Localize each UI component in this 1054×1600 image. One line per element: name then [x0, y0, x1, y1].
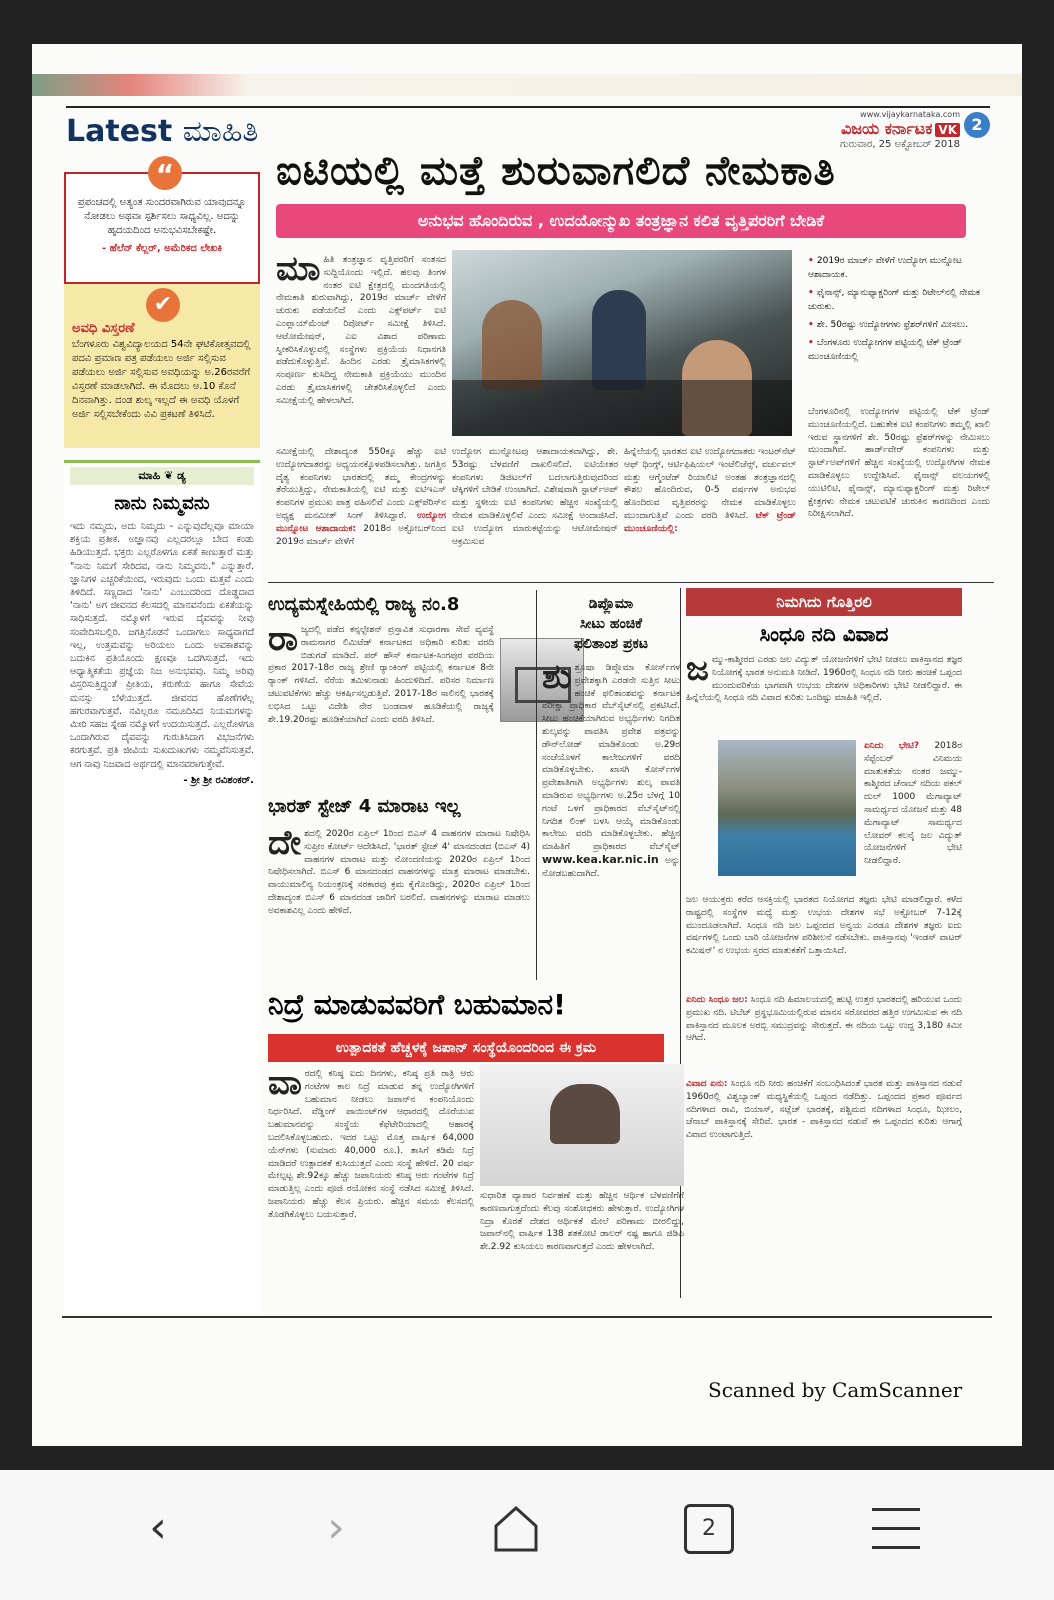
home-icon [490, 1502, 542, 1554]
column-body: ಇದು ನಮ್ಮದು, ಅದು ನಿಮ್ಮದು - ಎನ್ನುವುದೆಲ್ಲವೂ ಮಾಯಾ ಶಕ್ತಿಯ ಪ್ರತೀಕ. ಅಜ್ಞಾನವು ಎಲ್ಲದರಲ್ಲೂ ಬೇದ ಕಂಡು ಹಿಡಿಯುತ್ತದೆ. ಭಕ್ತರು ಎಲ್ಲರೊಳಗೂ ಏಕತೆ ಕಾಣುತ್ತಾರೆ ಮತ್ತು "ನಾನು ನಿಮಗೆ ಸೇರಿದವ, ನಾನು ನಿಮ್ಮವನು." ಎನ್ನುತ್ತಾರೆ. ಜ್ಞಾನಿಗಳ ಎಚ್ಚರಿಕೆಯಿಂದ, ಇರುವುದು ಒಂದು ಮತ್ತವೆ ಎಂದು ತಿಳಿದಿದೆ. ಸಣ್ಣದಾದ 'ನಾನು' ಎಂಬುದರಿಂದ ದೊಡ್ಡದಾದ 'ನಾನು' ಅಗ ಜೀವನದ ಕೆಲಸದಲ್ಲಿ ಮಾನವನೆಂದು ಏಕತೆಯನ್ನು ಸಾಧಿಸುತ್ತದೆ. ನಮ್ಮೊಳಗೆ ಇರುವ ದೈವವನ್ನು ನೀವು ಸಂವೇದಿಸಬಲ್ಲಿರಿ. ಜಗತ್ತಿನೊಡನೆ ಒಂದಾಗಲು ಸಾಧ್ಯವಾಗದೆ ಇಲ್ಲ, ಉತ್ತಮವನ್ನು ಅರಿಯಲು ಒಂದು ಅವಕಾಶವನ್ನು ಬದುಕಿನ ಪ್ರತಿಯೊಂದು ಕ್ಷಣವೂ ಒದಗಿಸುತ್ತದೆ. ಇದು ಆಧ್ಯಾತ್ಮಿಕತೆಯ ಪ್ರಜ್ಞೆಯ ನಿಜ ಅನುಭವವು. ನಿಮ್ಮ ಅರಿವು ವಿಸ್ತರಿಸುತ್ತಿದ್ದಂತೆ ಪ್ರೀತಿಯ, ಕರುಣೆಯ ಹಾಗೂ ಸೇವೆಯ ಮನಸ್ಸು ಬೆಳೆಯುತ್ತದೆ. ಜೀವನದ ಹೊಣೆಗಳೆಲ್ಲ ಹಗುರವಾಗುತ್ತವೆ. ನವಿಲ್ಲರೂ ನಮೂದಿಸಿದ ನಿಯಮಗಳನ್ನು ಮೀರಿ ಸಹಜ ಸ್ನೇಹ ನಮ್ಮೊಳಗೆ ಉದಯಿಸುತ್ತದೆ. ಎಲ್ಲರೊಳಗೂ ಒಂದಾಗಿರುವ ದೈವವನ್ನು ಗುರುತಿಸಿದಾಗ ವಿಭಜನೆಗಳು ಕರಗುತ್ತವೆ. ಪ್ರತಿ ಜೀವಿಯ ಸುಖದುಃಖಗಳು ನಮ್ಮವೆನಿಸುತ್ತವೆ. ಆಗ ನಾವು ನಿಜವಾದ ಅರ್ಥದಲ್ಲಿ ಮಾನವರಾಗುತ್ತೇವೆ. [70, 521, 254, 770]
sleep-subhead: ಉತ್ಪಾದಕತೆ ಹೆಚ್ಚಳಕ್ಕೆ ಜಪಾನ್ ಸಂಸ್ಥೆಯೊಂದರಿಂದ ಈ ಕ್ರಮ [268, 1034, 664, 1062]
main-drop-cap: ಮಾ [276, 254, 321, 289]
checkmark-icon: ✔ [146, 288, 180, 322]
menu-icon[interactable] [872, 1508, 920, 1552]
main-col-3: ಹಿನ್ನೆಲೆಯಲ್ಲಿ ಭಾರತದ ಐಟಿ ಉದ್ಯೋಗದಾತರು ಇಂಟರ್‌ನೆಟ್ ಆಫ್ ಥಿಂಗ್ಸ್, ಆರ್ಟಿಫಿಷಿಯಲ್ ಇಂಟೆಲಿಜೆನ್ಸ್, ವರ್ಚುವಲ್ ಮತ್ತು ಆಗ್ಮೆಂಟೆಡ್ ರಿಯಾಲಿಟಿ ಅಂತಹ ತಂತ್ರಜ್ಞಾನದಲ್ಲಿ ಕೌಶಲ ಹೊಂದಿರುವ, 0-5 ವರ್ಷಗಳ ಅನುಭವ ಹೊಂದಿರುವ ವೃತ್ತಿಪರರನ್ನು ನೇಮಕ ಮಾಡಿಕೊಳ್ಳಲು ಮುಂದಾಗುತ್ತಿವೆ ಎಂದು ವರದಿ ತಿಳಿಸಿದೆ. ಟೆಕ್ ಟ್ರೆಂಡ್ ಮುಂಚೂಣಿಯಲ್ಲಿ: [624, 447, 796, 534]
forward-button[interactable] [306, 1498, 366, 1558]
main-col-4: ಬೆಂಗಳೂರಿನಲ್ಲಿ ಉದ್ಯೋಗಗಳ ಪಟ್ಟಿಯಲ್ಲಿ ಟೆಕ್ ಟ್ರೆಂಡ್ ಮುಂಚೂಣಿಯಲ್ಲಿದೆ. ಬಹುತೇಕ ಐಟಿ ಕಂಪನಿಗಳು ತಮ್ಮಲ್ಲಿ ಖಾಲಿ ಇರುವ ಸ್ಥಾನಗಳಿಗೆ ಶೇ. 50ರಷ್ಟು ಫ್ರೆಶರ್‌ಗಳನ್ನು ನೇಮಿಸಲು ಮುಂದಾಗಿವೆ. ಹಾರ್ಡ್‌ವೇರ್ ಕಂಪನಿಗಳು ಮತ್ತು ಸ್ಟಾರ್ಟ್‌ಅಪ್‌ಗಳಿಗೆ ಹೆಚ್ಚಿನ ಸಂಖ್ಯೆಯಲ್ಲಿ ಉದ್ಯೋಗಿಗಳ ನೇಮಕ ಮಾಡಿಕೊಳ್ಳಲು ಉದ್ದೇಶಿಸಿವೆ. ಫೈನಾನ್ಸ್ ವಲಯಗಳಲ್ಲಿ ಯುಟಿಲಿಟಿ, ಫೈನಾನ್ಸ್, ಮ್ಯಾನುಫ್ಯಾಕ್ಚರಿಂಗ್ ಮತ್ತು ರಿಟೇಲ್ ಕ್ಷೇತ್ರಗಳು ನೇಮಕ ಚಟುವಟಿಕೆ ಚುರುಕಿನ ಕಾರಣದಿಂದ ಎಂದು ನಿರೀಕ್ಷಿಸಲಾಗಿದೆ. [808, 407, 990, 520]
back-button[interactable] [128, 1498, 188, 1558]
sindhu-side: ಏನಿದು ಭೇಟಿ? 2018ರ ಸೆಪ್ಟೆಂಬರ್ ವಿನಿಮಯ ಮಾತುಕತೆಯ ನಂತರ ಜಮ್ಮು-ಕಾಶ್ಮೀರದ ಚೆನಾಬ್ ನದಿಯ ಪಕಲ್ ದುಲ್ 1000 ಮೆಗಾವ್ಯಾಟ್ ಸಾಮರ್ಥ್ಯದ ಯೋಜನೆ ಮತ್ತು 48 ಮೆಗಾವ್ಯಾಟ್ ಸಾಮರ್ಥ್ಯದ ಲೋವರ್ ಕಲನೈ ಜಲ ವಿದ್ಯುತ್ ಯೋಜನೆಗಳಿಗೆ ಭೇಟಿ ನೀಡಲಿದ್ದಾರೆ. [864, 741, 962, 867]
sindhu-body-2: ಏನಿದು ಸಿಂಧೂ ಜಲ: ಸಿಂಧೂ ನದಿ ಹಿಮಾಲಯದಲ್ಲಿ ಹುಟ್ಟಿ ಉತ್ತರ ಭಾರತದಲ್ಲಿ ಹರಿಯುವ ಒಂದು ಪ್ರಮುಖ ನದಿ. ಟಿಬೆಟ್ ಪ್ರಸ್ಥಭೂಮಿಯಲ್ಲಿರುವ ಮಾನಸ ಸರೋವರದ ಹತ್ತಿರ ಉಗಮಿಸುವ ಈ ನದಿ ಪಾಕಿಸ್ತಾನದ ಮೂಲಕ ಅರಬ್ಬಿ ಸಮುದ್ರವನ್ನು ಸೇರುತ್ತದೆ. ಈ ನದಿಯ ಒಟ್ಟು ಉದ್ದ 3,180 ಕಿಮೀ ಆಗಿದೆ. [686, 995, 962, 1044]
brand-block [840, 110, 960, 150]
spiritual-column [64, 460, 260, 1314]
quote-text: ಪ್ರಪಂಚದಲ್ಲಿ ಅತ್ಯಂತ ಸುಂದರವಾಗಿರುವ ಯಾವುದನ್ನೂ ನೋಡಲು ಅಥವಾ ಸ್ಪರ್ಶಿಸಲು ಸಾಧ್ಯವಿಲ್ಲ. ಅದನ್ನು ಹೃದಯದಿಂದ ಅನುಭವಿಸಬೇಕಷ್ಟೇ. [77, 197, 247, 236]
main-col-2: ಉದ್ಯೋಗ ಮುನ್ನೋಟವು ಆಶಾದಾಯಕವಾಗಿದ್ದು, ಶೇ. 53ರಷ್ಟು ಬೆಳವಣಿಗೆ ದಾಖಲಿಸಲಿದೆ. ಐಟಿಯೇತರ ಕಂಪನಿಗಳು ಡಿಜಿಟಲ್‌ಗೆ ಬದಲಾಗುತ್ತಿರುವುದರಿಂದ ಟೆಕ್ಕಿಗಳಿಗೆ ಬೇಡಿಕೆ ಉಂಟಾಗಿದೆ. ವಿಶೇಷವಾಗಿ ಸ್ಟಾರ್ಟ್‌ಅಪ್ ಮತ್ತು ಸ್ಥಳೀಯ ಐಟಿ ಕಂಪನಿಗಳು ಹೆಚ್ಚಿನ ಸಂಖ್ಯೆಯಲ್ಲಿ ನೇಮಕ ಮಾಡಿಕೊಳ್ಳಲಿವೆ ಎಂದು ಸಮೀಕ್ಷೆ ಅಂದಾಜಿಸಿದೆ. ಐಟಿ ಉದ್ಯೋಗ ಮಾರುಕಟ್ಟೆಯನ್ನು ಆಟೋಮೇಷನ್ ಆಕ್ರಮಿಸುವ [452, 447, 618, 547]
home-button[interactable] [486, 1498, 546, 1558]
section-divider [268, 582, 994, 583]
page-number-badge: 2 [964, 112, 990, 138]
highlight-item: • ಬೆಂಗಳೂರು ಉದ್ಯೋಗಗಳ ಪಟ್ಟಿಯಲ್ಲಿ ಟೆಕ್ ಟ್ರೆಂಡ್ ಮುಂಚೂಣಿಯಲ್ಲಿ [808, 336, 990, 364]
diploma-headline: ಡಿಪ್ಲೊಮಾ ಸೀಟು ಹಂಚಿಕೆ ಫಲಿತಾಂಶ ಪ್ರಕಟ [573, 596, 649, 652]
chevron-right-icon: › [327, 1502, 345, 1553]
rank-body: ರಾಜ್ಯದಲ್ಲಿ ಪಡೆದ ಕನ್ಸಲ್ಟೇಶನ್ ಪ್ರಸ್ತಾವಿತ ಸುಧಾರಣಾ ಸೇವೆ ವ್ಯವಸ್ಥೆ ರಾಮನಾಗರ ಲಿಮಿಟೆಡ್ ಕರ್ನಾಟಕದ ಅಧಿಕಾರಿ ಕುರಿತು ವರದಿ ಬಿಡುಗಡೆ ಮಾಡಿದೆ. ಪರ್ ಹೌಸ್ ಕರ್ನಾಟಕ-ಸಿಂಗಪುರ ವರದಿಯ ಪ್ರಕಾರ 2017-18ರ ರಾಜ್ಯ ಶ್ರೇಣಿ ರ‍್ಯಾಂಕಿಂಗ್ ಪಟ್ಟಿಯಲ್ಲಿ ಕರ್ನಾಟಕ 8ನೇ ರ‍್ಯಾಂಕ್ ಗಳಿಸಿದೆ. ನೆರೆಯ ತಮಿಳುನಾಡು ಹಿಂದುಳಿದಿದೆ. ಪರಿಸರ ನಿರ್ಮಾಣ ಚಟುವಟಿಕೆಗಳು ಹೆಚ್ಚು ಆಕರ್ಷಿಸಲ್ಪಡುತ್ತಿವೆ. 2017-18ರ ಸಾಲಿನಲ್ಲಿ ಭಾರತಕ್ಕೆ ಲಭಿಸಿದ ಒಟ್ಟು ವಿದೇಶಿ ನೇರ ಬಂಡವಾಳ ಹೂಡಿಕೆಯಲ್ಲಿ ರಾಜ್ಯಕ್ಕೆ ಶೇ.19.20ರಷ್ಟು ಹೂಡಿಕೆಯಾಗಿದೆ ಎಂದು ವರದಿ ತಿಳಿಸಿದೆ. [268, 624, 494, 725]
office-photo [452, 250, 792, 436]
sindhu-body-3: ವಿವಾದ ಏನು: ಸಿಂಧೂ ನದಿ ನೀರು ಹಂಚಿಕೆಗೆ ಸಂಬಂಧಿಸಿದಂತೆ ಭಾರತ ಮತ್ತು ಪಾಕಿಸ್ತಾನದ ನಡುವೆ 1960ರಲ್ಲಿ ವಿಶ್ವಬ್ಯಾಂಕ್ ಮಧ್ಯಸ್ಥಿಕೆಯಲ್ಲಿ ಒಪ್ಪಂದ ನಡೆದಿತ್ತು. ಒಪ್ಪಂದದ ಪ್ರಕಾರ ಪೂರ್ವದ ನದಿಗಳಾದ ರಾವಿ, ಬಿಯಾಸ್, ಸಟ್ಲೆಜ್ ಭಾರತಕ್ಕೆ, ಪಶ್ಚಿಮದ ನದಿಗಳಾದ ಸಿಂಧೂ, ಝೀಲಂ, ಚೆನಾಬ್ ಪಾಕಿಸ್ತಾನಕ್ಕೆ ಸೇರಿವೆ. ಭಾರತ - ಪಾಕಿಸ್ತಾನದ ನಡುವೆ ಈ ಒಪ್ಪಂದದ ಕುರಿತು ಆಗಾಗ್ಗೆ ವಿವಾದ ಉಂಟಾಗುತ್ತಿದೆ. [686, 1079, 962, 1141]
tabs-button[interactable]: 2 [684, 1504, 734, 1554]
main-col-1: ಸಮೀಕ್ಷೆಯಲ್ಲಿ ದೇಶಾದ್ಯಂತ 550ಕ್ಕೂ ಹೆಚ್ಚು ಐಟಿ ಉದ್ಯೋಗದಾತರನ್ನು ಅಧ್ಯಯನಕ್ಕೊಳಪಡಿಸಲಾಗಿತ್ತು. ಜಗತ್ತಿನ ದೈತ್ಯ ಕಂಪನಿಗಳು ಭಾರತದಲ್ಲಿ ತಮ್ಮ ಕೇಂದ್ರಗಳನ್ನು ತೆರೆಯುತ್ತಿದ್ದು, ನೇಮಕಾತಿಯಲ್ಲಿ ಐಟಿ ಮತ್ತು ಐಟಿಇಎಸ್ ಕಂಪನಿಗಳ ಪ್ರಮುಖ ಪಾತ್ರ ವಹಿಸಲಿವೆ ಎಂದು ಎಕ್ಸ್‌ಪೆರಿಸ್‌ನ ಅಧ್ಯಕ್ಷ ಮನಮೀತ್ ಸಿಂಗ್ ತಿಳಿಸಿದ್ದಾರೆ. ಉದ್ಯೋಗ ಮುನ್ನೋಟ ಆಶಾದಾಯಕ: 2018ರ ಅಕ್ಟೋಬರ್‌ನಿಂದ 2019ರ ಮಾರ್ಚ್ ವೇಳೆಗೆ [276, 447, 446, 547]
notice-body: ಬೆಂಗಳೂರು ವಿಶ್ವವಿದ್ಯಾಲಯದ 54ನೇ ಘಟಿಕೋತ್ಸವದಲ್ಲಿ ಪದವಿ ಪ್ರಮಾಣ ಪತ್ರ ಪಡೆಯಲು ಅರ್ಜಿ ಸಲ್ಲಿಸುವ ಪಡೆಯಲು ಅರ್ಜಿ ಸಲ್ಲಿಸುವ ಅವಧಿಯನ್ನು ಅ.26ರವರೆಗೆ ವಿಸ್ತರಣೆ ಮಾಡಲಾಗಿದೆ. ಈ ಮೊದಲು ಅ.10 ಕೊನೆ ದಿನವಾಗಿತ್ತು. ದಂಡ ಶುಲ್ಕ ಇಲ್ಲದೆ ಈ ಅವಧಿ ಯೊಳಗೆ ಅರ್ಜಿ ಸಲ್ಲಿಸಬೇಕೆಂದು ವಿವಿ ಪ್ರಕಟಣೆ ತಿಳಿಸಿದೆ. [72, 339, 251, 420]
column-signature: - ಶ್ರೀ ಶ್ರೀ ರವಿಶಂಕರ್. [183, 774, 254, 786]
kea-link[interactable]: www.kea.kar.nic.in [542, 852, 659, 866]
sleeping-worker-photo [480, 1064, 684, 1186]
highlight-item: • ಶೇ. 50ರಷ್ಟು ಉದ್ಯೋಗಗಳು ಫ್ರೆಶರ್‌ಗಳಿಗೆ ಮೀಸಲು. [808, 318, 990, 332]
bs4-headline: ಭಾರತ್ ಸ್ಟೇಜ್ 4 ಮಾರಾಟ ಇಲ್ಲ [268, 796, 461, 817]
issue-date: ಗುರುವಾರ, 25 ಅಕ್ಟೋಬರ್ 2018 [840, 139, 960, 150]
newspaper-page [32, 44, 1022, 1446]
info-band: ನಿಮಗಿದು ಗೊತ್ತಿರಲಿ [686, 588, 962, 616]
sindhu-title: ಸಿಂಧೂ ನದಿ ವಿವಾದ [759, 622, 889, 646]
camscanner-watermark: Scanned by CamScanner [708, 1378, 963, 1402]
main-lead: ಮಾಹಿತಿ ತಂತ್ರಜ್ಞಾನ ವೃತ್ತಿಪರರಿಗೆ ಸಂತಸದ ಸುದ್ದಿಯೊಂದು ಇಲ್ಲಿದೆ. ಹಲವು ತಿಂಗಳ ನಂತರ ಐಟಿ ಕ್ಷೇತ್ರದಲ್ಲಿ ಮಂದಗತಿಯಲ್ಲಿ ನೇಮಕಾತಿ ಶುರುವಾಗಿದ್ದು, 2019ರ ಮಾರ್ಚ್ ವೇಳೆಗೆ ಚುರುಕು ಪಡೆಯಲಿದೆ ಎಂದು ಎಕ್ಸ್‌ಪರ್ಟ್ ಐಟಿ ಎಂಪ್ಲಾಯ್‌ಮೆಂಟ್ ರಿಪೋರ್ಟ್ ಸಮೀಕ್ಷೆ ತಿಳಿಸಿದೆ. ಆಟೋಮೇಷನ್, ಎಐ ವಿಶಾದ ಪರಿಣಾಮ ಸ್ವೀಕರಿಸಿಕೊಳ್ಳುವಲ್ಲಿ ಸಂಸ್ಥೆಗಳು ಪ್ರಕ್ರಿಯೆಯ ನಿಧಾನಗತಿ ಪಡೆದುಕೊಳ್ಳುತ್ತಿವೆ. ಹಿಂದಿನ ಎರಡು ತ್ರೈಮಾಸಿಕಗಳಲ್ಲಿ ಸಂಪೂರ್ಣ ಕುಸಿದಿದ್ದ ನೇಮಕಾತಿ ಪ್ರಕ್ರಿಯೆಯು ಮುಂದಿನ ಎರಡು ತ್ರೈಮಾಸಿಕಗಳಲ್ಲಿ ಚೇತರಿಸಿಕೊಳ್ಳಲಿದೆ ಎಂದು ಸಮೀಕ್ಷೆಯಲ್ಲಿ ಹೇಳಲಾಗಿದೆ. [276, 254, 446, 406]
section-title: Latest ಮಾಹಿತಿ [66, 114, 259, 149]
diploma-body: ಶುಶ್ರೂಷಾ ಡಿಪ್ಲೊಮಾ ಕೋರ್ಸ್‌ಗಳ ಪ್ರವೇಶಕ್ಕಾಗಿ ಎರಡನೇ ಸುತ್ತಿನ ಸೀಟು ಹಂಚಿಕೆ ಫಲಿತಾಂಶವನ್ನು ಕರ್ನಾಟಕ ಪರೀಕ್ಷಾ ಪ್ರಾಧಿಕಾರ ವೆಬ್‌ಸೈಟ್‌ನಲ್ಲಿ ಪ್ರಕಟಿಸಿದೆ. ಸೀಟು ಹಂಚಿಕೆಯಾಗಿರುವ ಅಭ್ಯರ್ಥಿಗಳು ನಿಗದಿತ ಶುಲ್ಕವನ್ನು ಪಾವತಿಸಿ ಪ್ರವೇಶ ಪತ್ರವನ್ನು ಡೌನ್‌ಲೋಡ್ ಮಾಡಿಕೊಂಡು ಅ.29ರ ಸಂಜೆಯೊಳಗೆ ಕಾಲೇಜುಗಳಿಗೆ ವರದಿ ಮಾಡಿಕೊಳ್ಳಬೇಕು. ಖಾಸಗಿ ಕೋರ್ಸ್‌ಗಳ ಪ್ರವೇಶಾತಿಗಾಗಿ ಅಭ್ಯರ್ಥಿಗಳು ಶುಲ್ಕ ಪಾವತಿ ಮಾಡಿರುವ ಅಭ್ಯರ್ಥಿಗಳು ಅ.25ರ ಬೆಳಗ್ಗೆ 10 ಗಂಟೆ ಒಳಗೆ ಪ್ರಾಧಿಕಾರದ ವೆಬ್‌ಸೈಟ್‌ನಲ್ಲಿ ನಿಗದಿತ ಲಿಂಕ್ ಬಳಸಿ ಆಯ್ಕೆ ಮಾಡಿಕೊಂಡು ಕಾಲೇಜು ವರದಿ ಮಾಡಿಕೊಳ್ಳಬೇಕು. ಹೆಚ್ಚಿನ ಮಾಹಿತಿಗೆ ಪ್ರಾಧಿಕಾರದ ವೆಬ್‌ಸೈಟ್ www.kea.kar.nic.in ಅನ್ನು ನೋಡಬಹುದಾಗಿದೆ. [542, 662, 680, 879]
notice-heading: ಅವಧಿ ವಿಸ್ತರಣೆ [72, 321, 135, 336]
river-photo [718, 740, 856, 876]
brand-logo: ವಿಜಯ ಕರ್ನಾಟಕ VK [840, 119, 960, 139]
quote-icon: “ [148, 156, 182, 190]
column-tag: ಮಾಹಿ ❦ ಡ್ಯ [70, 467, 254, 485]
sleep-headline: ನಿದ್ರೆ ಮಾಡುವವರಿಗೆ ಬಹುಮಾನ! [268, 988, 566, 1021]
website-text: www.vijaykarnataka.com [860, 110, 960, 119]
chevron-left-icon: ‹ [149, 1502, 167, 1553]
column-title: ನಾನು ನಿಮ್ಮವನು [114, 493, 210, 514]
notice-box [64, 284, 260, 448]
page-bottom-rule [62, 1316, 992, 1318]
column-divider [536, 590, 537, 980]
quote-box [64, 158, 260, 284]
main-subhead: ಅನುಭವ ಹೊಂದಿರುವ , ಉದಯೋನ್ಮುಖ ತಂತ್ರಜ್ಞಾನ ಕಲಿತ ವೃತ್ತಿಪರರಿಗೆ ಬೇಡಿಕೆ [276, 204, 966, 238]
sleep-body: ವಾರದಲ್ಲಿ ಕನಿಷ್ಠ ಐದು ದಿನಗಳು, ಕನಿಷ್ಠ ಪ್ರತಿ ರಾತ್ರಿ ಆರು ಗಂಟೆಗಳ ಕಾಲ ನಿದ್ರೆ ಮಾಡುವ ತನ್ನ ಉದ್ಯೋಗಿಗಳಿಗೆ ಬಹುಮಾನ ನೀಡಲು ಜಪಾನ್‌ನ ಕಂಪನಿಯೊಂದು ನಿರ್ಧರಿಸಿದೆ. ವೆಡ್ಡಿಂಗ್ ಪಾಯಿಂಟ್‌ಗಳ ಆಧಾರದಲ್ಲಿ ದೊರೆಯುವ ಬಹುಮಾನವನ್ನು ಸಂಸ್ಥೆಯ ಕೆಫೆಟೇರಿಯಾದಲ್ಲಿ ಆಹಾರಕ್ಕೆ ಬದಲಿಸಿಕೊಳ್ಳಬಹುದು. ಇದರ ಒಟ್ಟು ಮೊತ್ತ ವಾರ್ಷಿಕ 64,000 ಯೆನ್‌ಗಳು (ಸುಮಾರು 40,000 ರೂ.). ತಾಸಿಗೆ ಕಡಿಮೆ ನಿದ್ರೆ ಮಾಡಿದರೆ ಉತ್ಪಾದಕತೆ ಕುಸಿಯುತ್ತದೆ ಎಂದು ಸಂಸ್ಥೆ ಹೇಳಿದೆ. 20 ವರ್ಷ ಮೇಲ್ಪಟ್ಟ ಶೇ.92ಕ್ಕೂ ಹೆಚ್ಚು ಜಪಾನಿಯರು ಕನಿಷ್ಠ ಆರು ಗಂಟೆಗಳ ನಿದ್ರೆ ಮಾಡುತ್ತಿಲ್ಲ ಎಂದು ಪೂಜಿ ರಯೋಕನ ಸಂಸ್ಥೆ ನಡೆಸಿದ ಸಮೀಕ್ಷೆ ತಿಳಿಸಿದೆ. ಜಪಾನಿಯರು ಹೆಚ್ಚು ಕೆಲಸ ಪ್ರಿಯರು. ಹೆಚ್ಚಿನ ಸಮಯ ಕೆಲಸದಲ್ಲಿ ತೊಡಗಿಕೊಳ್ಳಲು ಬಯಸುತ್ತಾರೆ. [268, 1068, 474, 1220]
highlight-item: • 2019ರ ಮಾರ್ಚ್ ವೇಳೆಗೆ ಉದ್ಯೋಗ ಮುನ್ನೋಟ ಆಶಾದಾಯಕ. [808, 254, 990, 282]
rank-headline: ಉದ್ಯಮಸ್ನೇಹಿಯಲ್ಲಿ ರಾಜ್ಯ ನಂ.8 [268, 594, 460, 615]
main-headline: ಐಟಿಯಲ್ಲಿ ಮತ್ತೆ ಶುರುವಾಗಲಿದೆ ನೇಮಕಾತಿ [276, 148, 836, 194]
masthead [66, 106, 990, 150]
bs4-body: ದೇಶದಲ್ಲಿ 2020ರ ಏಪ್ರಿಲ್ 1ರಿಂದ ಬಿಎಸ್ 4 ವಾಹನಗಳ ಮಾರಾಟ ನಿಷೇಧಿಸಿ ಸುಪ್ರೀಂ ಕೋರ್ಟ್ ಆದೇಶಿಸಿದೆ. 'ಭಾರತ್ ಸ್ಟೇಜ್ 4' ಮಾನದಂಡದ (ಬಿಎಸ್ 4) ವಾಹನಗಳ ಮಾರಾಟ ಮತ್ತು ನೋಂದಣಿಯನ್ನು 2020ರ ಏಪ್ರಿಲ್ 1ರಿಂದ ನಿಷೇಧಿಸಲಾಗಿದೆ. ಬಿಎಸ್ 6 ಮಾನದಂಡದ ವಾಹನಗಳನ್ನು ಮಾತ್ರ ಮಾರಾಟ ಮಾಡಬೇಕು. ವಾಯುಮಾಲಿನ್ಯ ನಿಯಂತ್ರಣಕ್ಕೆ ಸರಕಾರವು ಕ್ರಮ ಕೈಗೊಂಡಿದ್ದು, 2020ರ ಏಪ್ರಿಲ್ 1ರಿಂದ ದೇಶಾದ್ಯಂತ ಬಿಎಸ್ 6 ಮಾನದಂಡ ಜಾರಿಗೆ ಬರಲಿದೆ. ವಾಹನಗಳನ್ನು ಮಾರಾಟ ಮಾಡಲು ಅವಕಾಶವಿಲ್ಲ ಎಂದು ಹೇಳಿದೆ. [268, 828, 530, 916]
quote-author: - ಹೆಲೆನ್ ಕೆಲ್ಲರ್, ಅಮೆರಿಕದ ಲೇಖಕಿ [101, 243, 223, 254]
previous-page-strip [32, 74, 1022, 96]
highlight-item: • ಫೈನಾನ್ಸ್, ಮ್ಯಾನುಫ್ಯಾಕ್ಚರಿಂಗ್ ಮತ್ತು ರಿಟೇಲ್‌ನಲ್ಲಿ ನೇಮಕ ಚುರುಕು. [808, 286, 990, 314]
main-highlights [808, 254, 990, 404]
sindhu-body: ಜಲ ಆಯುಕ್ತರು ಕರೆದ ಆಸಕ್ತಿಯಲ್ಲಿ ಭಾರತದ ನಿಯೋಗದ ತಜ್ಞರು ಭೇಟಿ ಮಾಡಲಿದ್ದಾರೆ. ಕಳೆದ ರಾಷ್ಟ್ರದಲ್ಲಿ ಸಂಸ್ಥೆಗಳ ಮಧ್ಯೆ ಮತ್ತು ಉಭಯ ದೇಶಗಳ ಸಭೆ ಅಕ್ಟೋಬರ್ 7-12ಕ್ಕೆ ಮುಂದೂಡಲಾಗಿದೆ. ಸಿಂಧೂ ನದಿ ಜಲ ಒಪ್ಪಂದದ ಅನ್ವಯ ಎರಡೂ ದೇಶಗಳ ತಜ್ಞರು ಐದು ವರ್ಷಗಳಲ್ಲಿ ಒಂದು ಬಾರಿ ಯೋಜನೆಗಳ ಪರಿಶೀಲನೆ ನಡೆಸಬೇಕು. ಪಾಕಿಸ್ತಾನವು 'ಇಂಡಸ್ ವಾಟರ್ ಕಮಿಷನ್' ನ ಉಭಯ ಸ್ತರದ ಮಾತುಕತೆಗೆ ಒತ್ತಾಯಿಸಿದೆ. [686, 895, 962, 957]
sleep-body-b: ಸುಧಾರಿತ ವ್ಯಾಪಾರ ನಿರ್ವಹಣೆ ಮತ್ತು ಹೆಚ್ಚಿನ ಆರ್ಥಿಕ ಬೆಳವಣಿಗೆಗೆ ಕಾರಣವಾಗುತ್ತದೆಂದು ಕೆಲವು ಸಂಶೋಧಕರು ಹೇಳುತ್ತಾರೆ. ಉದ್ಯೋಗಿಗಳ ನಿದ್ರಾ ಕೊರತೆ ದೇಶದ ಆರ್ಥಿಕತೆ ಮೇಲೆ ಪರಿಣಾಮ ಬೀರಲಿದ್ದು, ಜಪಾನ್‌ನಲ್ಲಿ ವಾರ್ಷಿಕ 138 ಶತಕೋಟಿ ಡಾಲರ್ ನಷ್ಟ ಹಾಗೂ ಜಿಡಿಪಿ ಶೇ.2.92 ಕುಸಿಯಲು ಕಾರಣವಾಗುತ್ತದೆ ಎಂದು ಹೇಳಲಾಗಿದೆ. [480, 1191, 684, 1253]
sindhu-intro: ಜಮ್ಮು-ಕಾಶ್ಮೀರದ ಎರಡು ಜಲ ವಿದ್ಯುತ್ ಯೋಜನೆಗಳಿಗೆ ಭೇಟಿ ನೀಡಲು ಪಾಕಿಸ್ತಾನದ ತಜ್ಞರ ನಿಯೋಗಕ್ಕೆ ಭಾರತ ಅನುಮತಿ ನೀಡಿದೆ. 1960ರಲ್ಲಿ ಸಿಂಧೂ ನದಿ ನೀರು ಹಂಚಿಕೆ ಒಪ್ಪಂದ ಮುಂದುವರಿಕೆಯ ಭಾಗವಾಗಿ ಉಭಯ ದೇಶಗಳ ಅಧಿಕಾರಿಗಳು ಭೇಟಿ ನೀಡಲಿದ್ದಾರೆ. ಈ ಹಿನ್ನೆಲೆಯಲ್ಲಿ ಸಿಂಧೂ ನದಿ ವಿವಾದ ಕುರಿತು ಒಂದಿಷ್ಟು ಮಾಹಿತಿ ಇಲ್ಲಿದೆ. [686, 654, 962, 704]
